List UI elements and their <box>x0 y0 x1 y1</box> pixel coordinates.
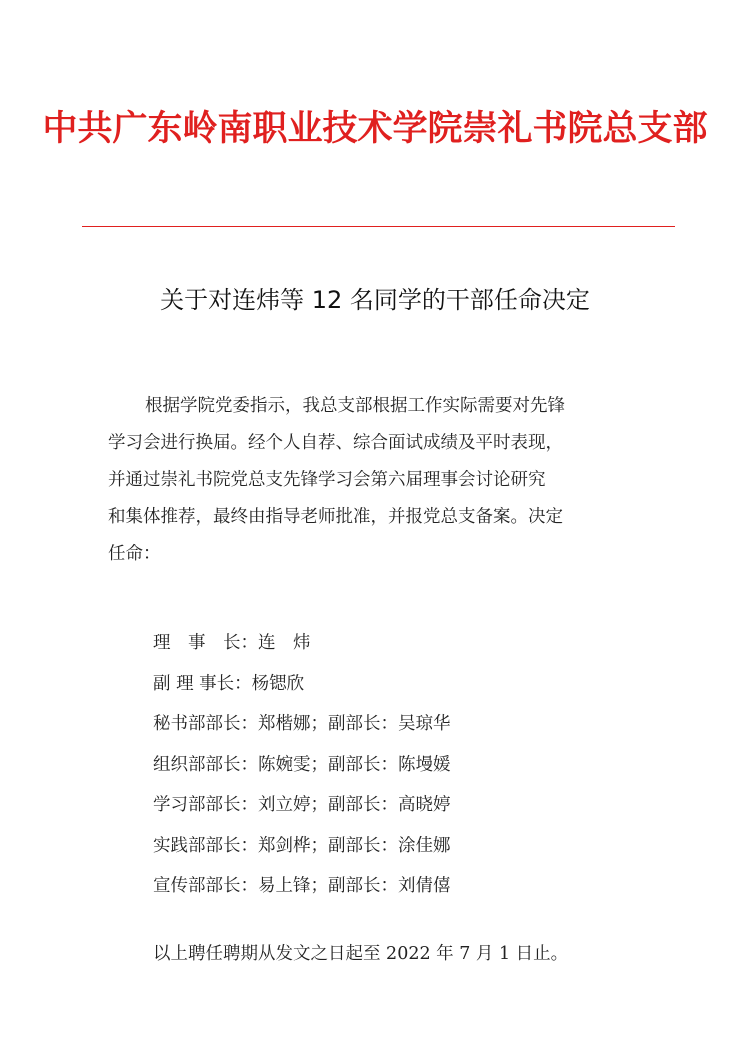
appointment-list <box>153 623 673 907</box>
appointment-item: 组织部部长：陈婉雯；副部长：陈墁媛 <box>153 754 451 775</box>
closing-statement: 以上聘任聘期从发文之日起至 2022 年 7 月 1 日止。 <box>153 944 569 964</box>
body-line: 并通过崇礼书院党总支先锋学习会第六届理事会讨论研究 <box>108 470 546 490</box>
appointment-item: 学习部部长：刘立婷；副部长：高晓婷 <box>153 795 451 815</box>
body-line: 任命： <box>108 544 161 564</box>
document-body <box>108 388 648 573</box>
document-title: 关于对连炜等 12 名同学的干部任命决定 <box>160 286 590 314</box>
body-line: 和集体推荐，最终由指导老师批准，并报党总支备案。决定 <box>108 507 563 527</box>
appointment-item: 秘书部部长：郑楷娜；副部长：吴琼华 <box>153 714 451 734</box>
appointment-item: 理 事 长：连 炜 <box>153 633 311 653</box>
appointment-item: 宣传部部长：易上锋；副部长：刘倩僖 <box>153 876 451 896</box>
body-line: 学习会进行换届。经个人自荐、综合面试成绩及平时表现， <box>108 433 563 453</box>
appointment-item: 实践部部长：郑剑桦；副部长：涂佳娜 <box>153 835 451 856</box>
body-line: 根据学院党委指示，我总支部根据工作实际需要对先锋 <box>145 396 565 416</box>
header-divider <box>82 226 675 227</box>
organization-header: 中共广东岭南职业技术学院崇礼书院总支部 <box>42 109 708 149</box>
appointment-item: 副 理 事长：杨锶欣 <box>153 673 305 694</box>
